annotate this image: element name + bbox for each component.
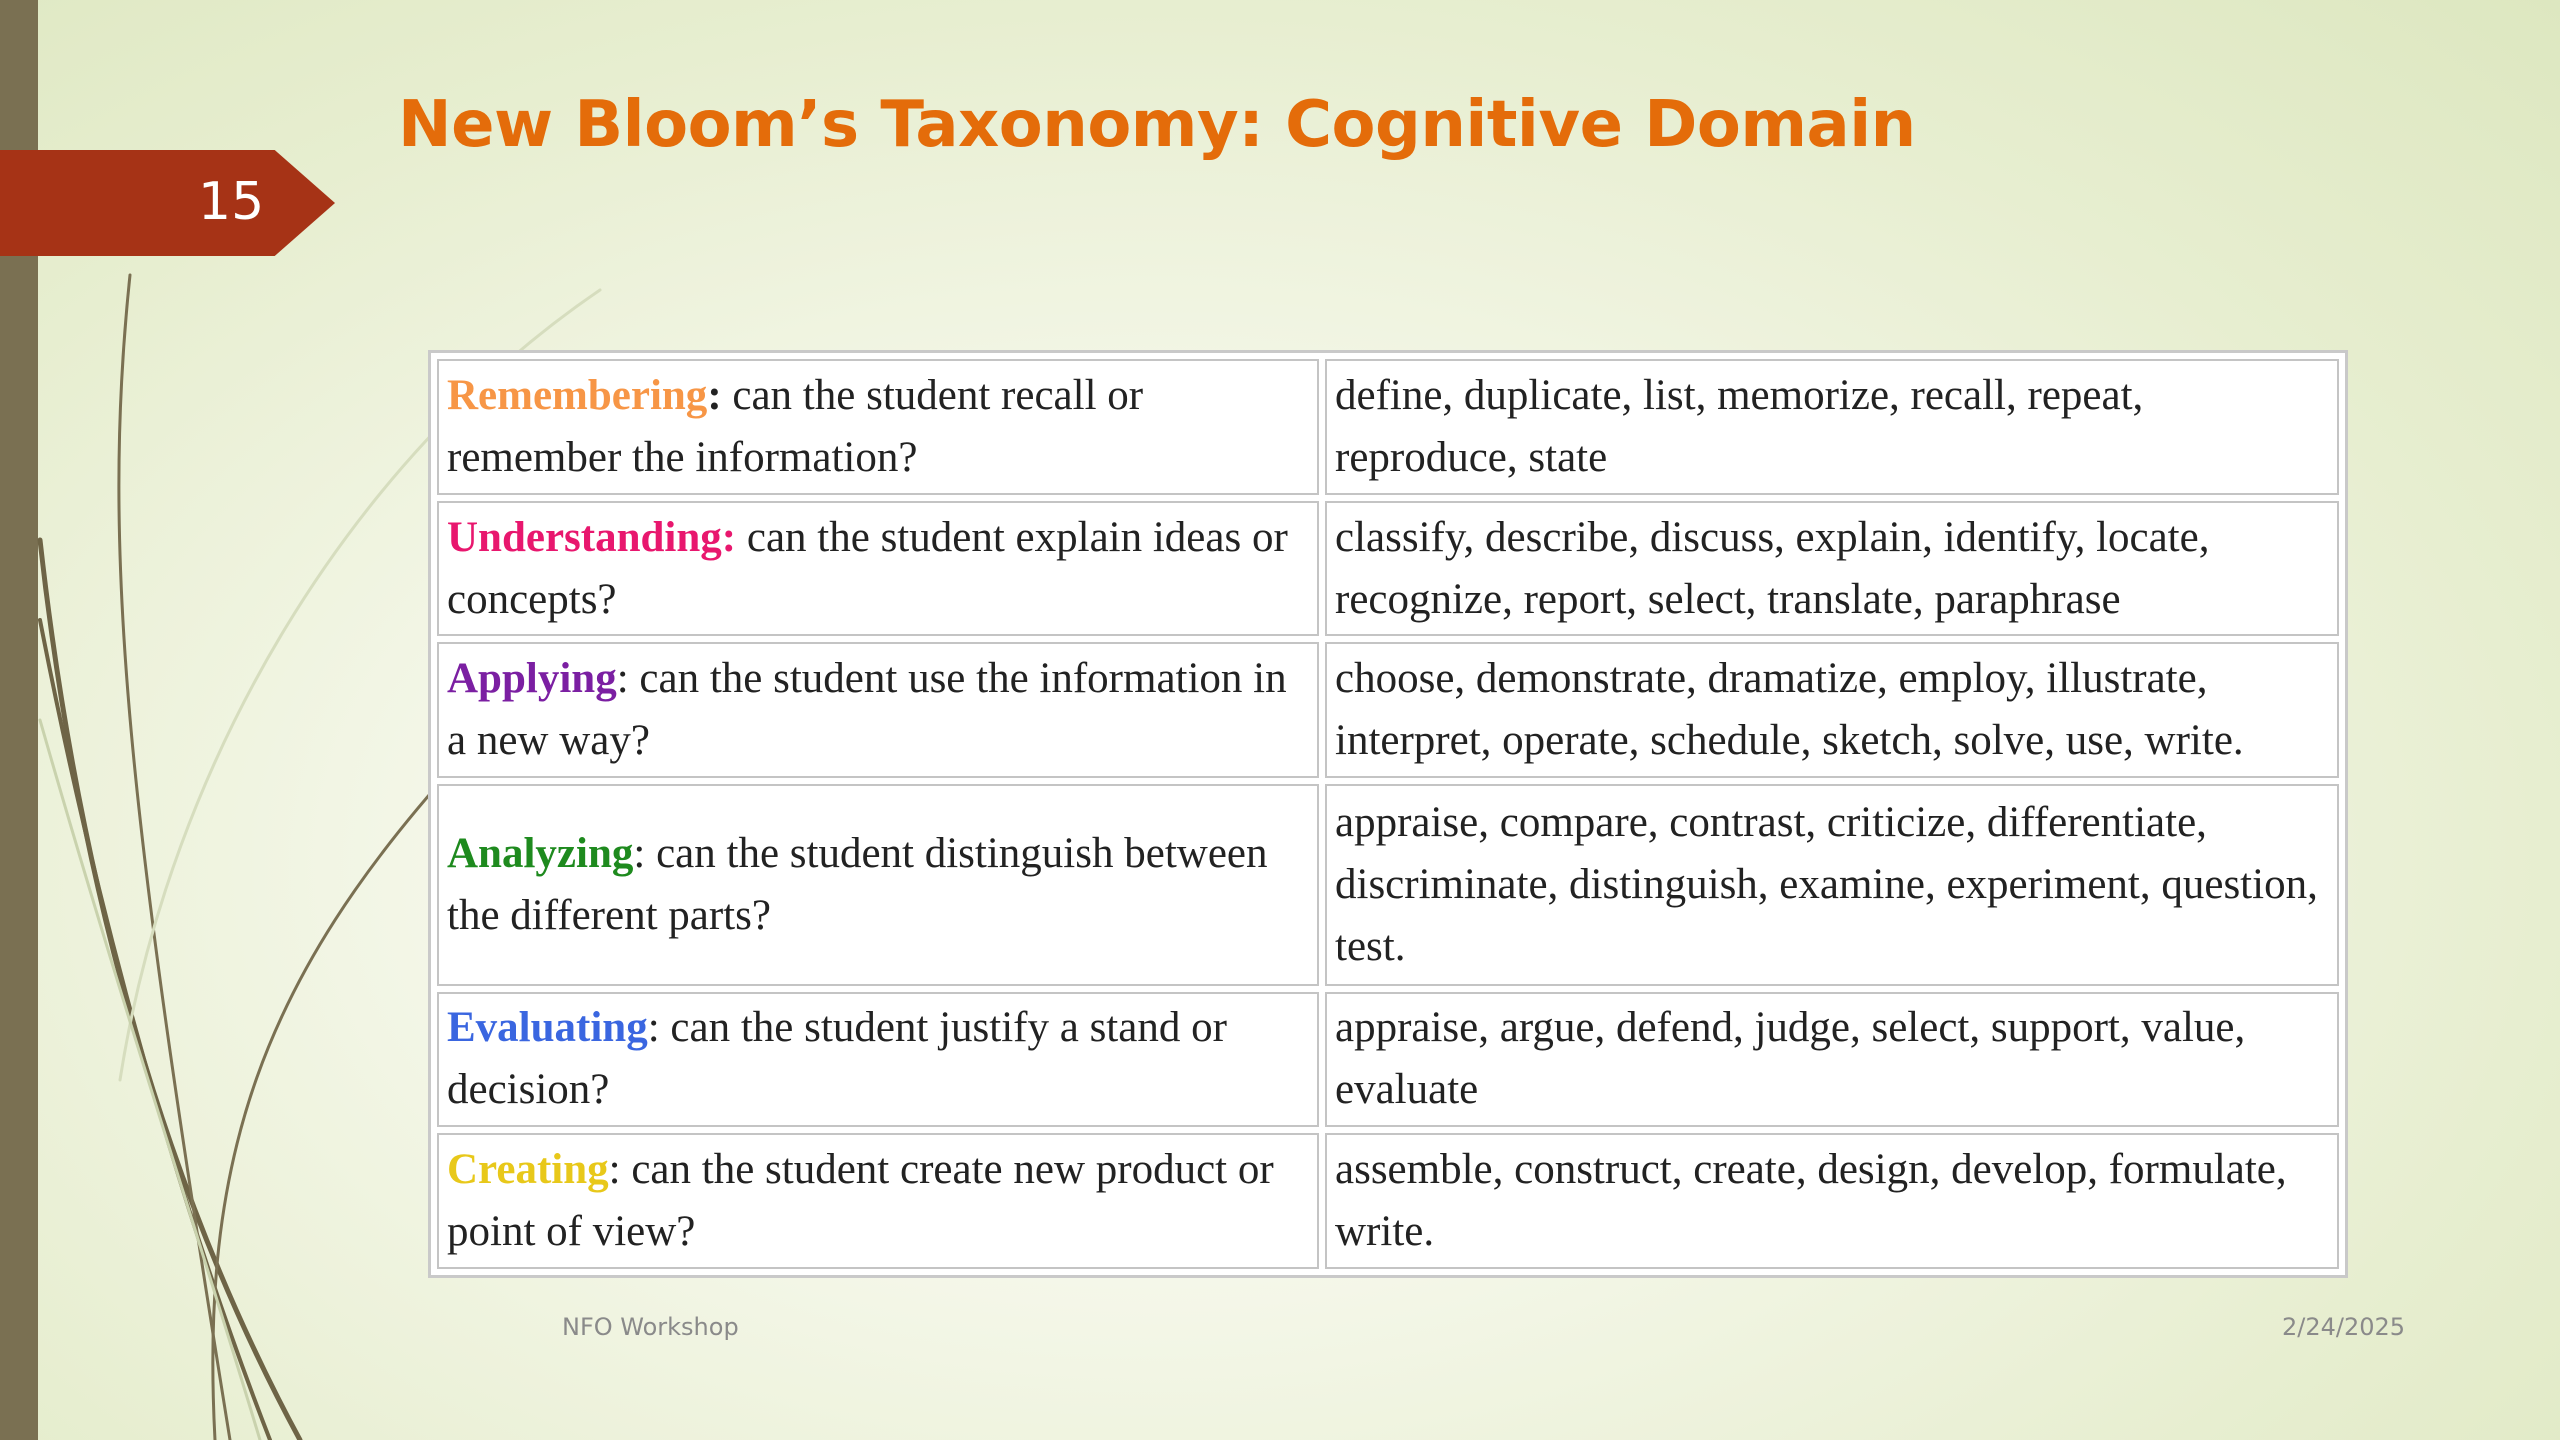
level-description-cell	[437, 784, 1319, 985]
level-keyword: Remembering	[447, 371, 708, 419]
level-question: : can the student create new product or point of view?	[447, 1146, 1274, 1256]
level-description-cell	[437, 1133, 1319, 1269]
level-keyword: Evaluating	[447, 1004, 648, 1052]
taxonomy-table	[428, 350, 2348, 1278]
table-row	[437, 359, 2339, 495]
table-row	[437, 642, 2339, 778]
level-question: can the student recall or remember the information?	[447, 371, 1144, 481]
level-keyword: Creating	[447, 1146, 609, 1194]
table-row	[437, 1133, 2339, 1269]
slide-number: 15	[198, 172, 265, 232]
level-question: : can the student distinguish between the different parts?	[447, 829, 1268, 939]
footer-date: 2/24/2025	[2282, 1313, 2406, 1341]
table-row	[437, 501, 2339, 637]
level-keyword: Applying	[447, 655, 617, 703]
level-question: : can the student use the information in a new way?	[447, 655, 1287, 765]
level-question: : can the student justify a stand or decision?	[447, 1004, 1227, 1114]
table-row	[437, 784, 2339, 985]
level-description-cell	[437, 501, 1319, 637]
level-keyword: Understanding:	[447, 513, 737, 561]
level-separator: :	[707, 371, 722, 419]
level-description-cell	[437, 359, 1319, 495]
action-verbs-cell: appraise, compare, contrast, criticize, differentiate, discriminate, distinguish, examine, experiment, question, test.	[1325, 784, 2339, 985]
level-keyword: Analyzing	[447, 829, 634, 877]
slide-number-tab	[0, 150, 335, 256]
level-description-cell	[437, 992, 1319, 1128]
action-verbs-cell: define, duplicate, list, memorize, recall, repeat, reproduce, state	[1325, 359, 2339, 495]
action-verbs-cell: appraise, argue, defend, judge, select, support, value, evaluate	[1325, 992, 2339, 1128]
slide-title: New Bloom’s Taxonomy: Cognitive Domain	[398, 88, 1916, 162]
action-verbs-cell: classify, describe, discuss, explain, identify, locate, recognize, report, select, translate, paraphrase	[1325, 501, 2339, 637]
level-description-cell	[437, 642, 1319, 778]
table-row	[437, 992, 2339, 1128]
action-verbs-cell: choose, demonstrate, dramatize, employ, illustrate, interpret, operate, schedule, sketch, solve, use, write.	[1325, 642, 2339, 778]
footer-workshop-label: NFO Workshop	[562, 1313, 739, 1341]
action-verbs-cell: assemble, construct, create, design, develop, formulate, write.	[1325, 1133, 2339, 1269]
level-question: can the student explain ideas or concepts?	[447, 513, 1288, 623]
